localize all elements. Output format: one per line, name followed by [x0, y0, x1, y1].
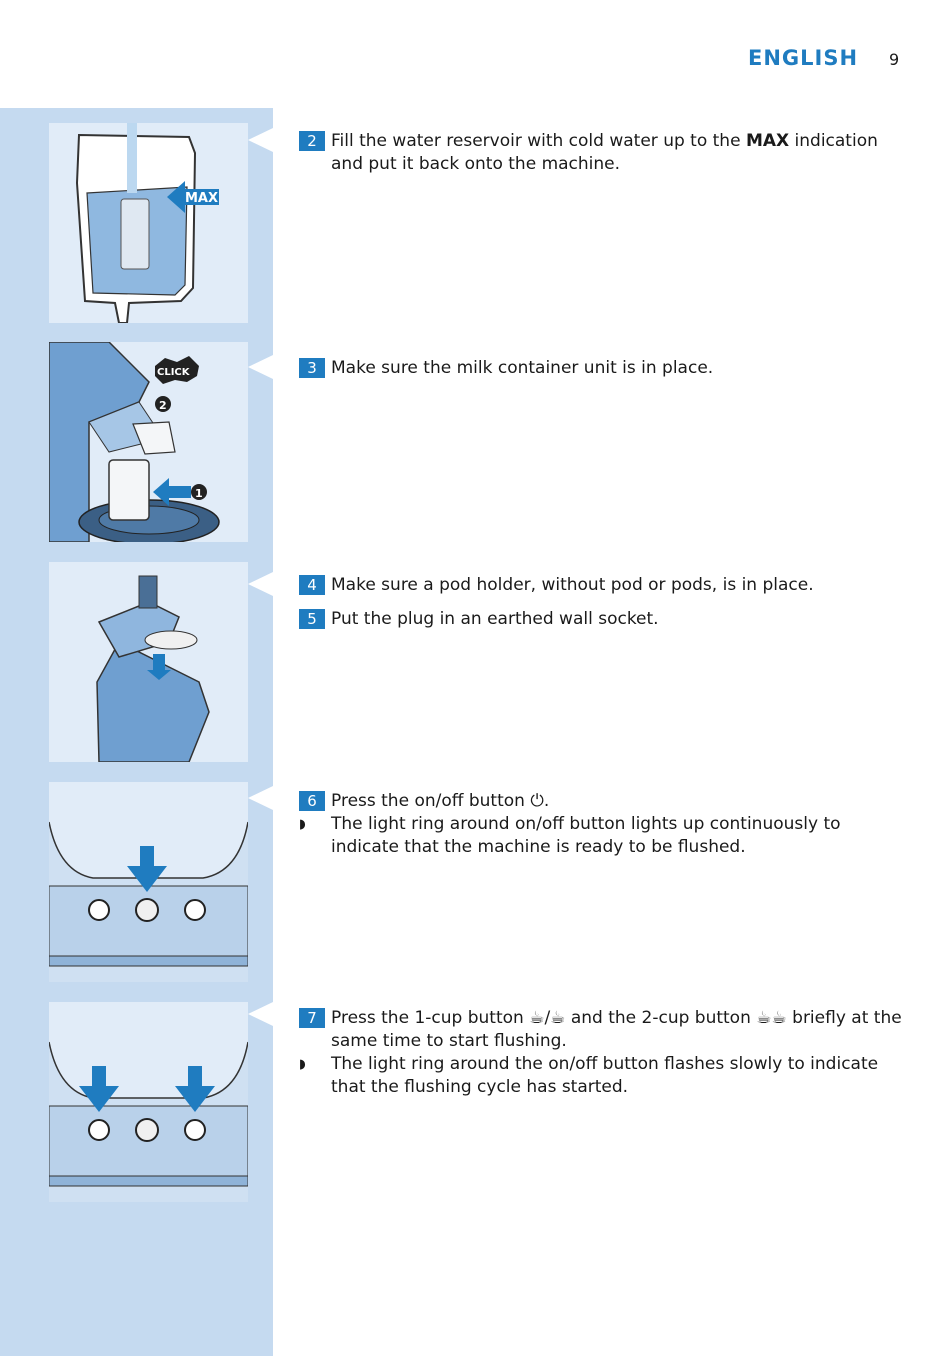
step-3 — [299, 357, 909, 391]
one-cup-icon: ☕/☕ — [529, 1008, 566, 1028]
step-text: Fill the water reservoir with cold water up to the MAX indication and put it back onto the machine. — [331, 131, 878, 174]
step-text: Press the 1-cup button ☕/☕ and the 2-cup button ☕☕ briefly at the same time to start flushing. — [331, 1008, 902, 1051]
step-4-5 — [299, 574, 909, 642]
step-6 — [299, 790, 909, 859]
result-bullet: ◗ — [299, 1057, 306, 1072]
marker-1: 1 — [195, 487, 203, 500]
figure-milk-container — [49, 342, 248, 542]
step-7 — [299, 1007, 909, 1099]
step-number: 2 — [299, 131, 325, 151]
figure-water-reservoir — [49, 123, 248, 323]
step-text: Make sure a pod holder, without pod or pods, is in place. — [331, 575, 814, 595]
page-number: 9 — [889, 50, 900, 69]
click-label: CLICK — [157, 367, 190, 378]
figure-pointer — [248, 128, 273, 152]
figure-pointer — [248, 572, 273, 596]
step-number: 7 — [299, 1008, 325, 1028]
step-number: 5 — [299, 609, 325, 629]
step-text: Press the on/off button ⏻. — [331, 791, 550, 811]
max-label: MAX — [185, 191, 219, 206]
figure-pod-holder — [49, 562, 248, 762]
figure-control-panel-onoff — [49, 782, 248, 982]
figure-control-panel-cups — [49, 1002, 248, 1202]
step-text: Make sure the milk container unit is in place. — [331, 358, 714, 378]
header-language: ENGLISH — [748, 46, 859, 70]
two-cup-icon: ☕☕ — [756, 1008, 787, 1028]
figure-pointer — [248, 355, 273, 379]
step-2 — [299, 130, 909, 187]
figure-pointer — [248, 1002, 273, 1026]
step-number: 6 — [299, 791, 325, 811]
marker-2: 2 — [159, 399, 167, 412]
result-text: The light ring around on/off button lights up continuously to indicate that the machine is ready to be flushed. — [331, 814, 841, 857]
step-text: Put the plug in an earthed wall socket. — [331, 609, 659, 629]
figure-pointer — [248, 786, 273, 810]
step-number: 4 — [299, 575, 325, 595]
result-text: The light ring around the on/off button flashes slowly to indicate that the flushing cycle has started. — [331, 1054, 879, 1097]
result-bullet: ◗ — [299, 817, 306, 832]
step-number: 3 — [299, 358, 325, 378]
power-icon: ⏻ — [530, 791, 544, 811]
